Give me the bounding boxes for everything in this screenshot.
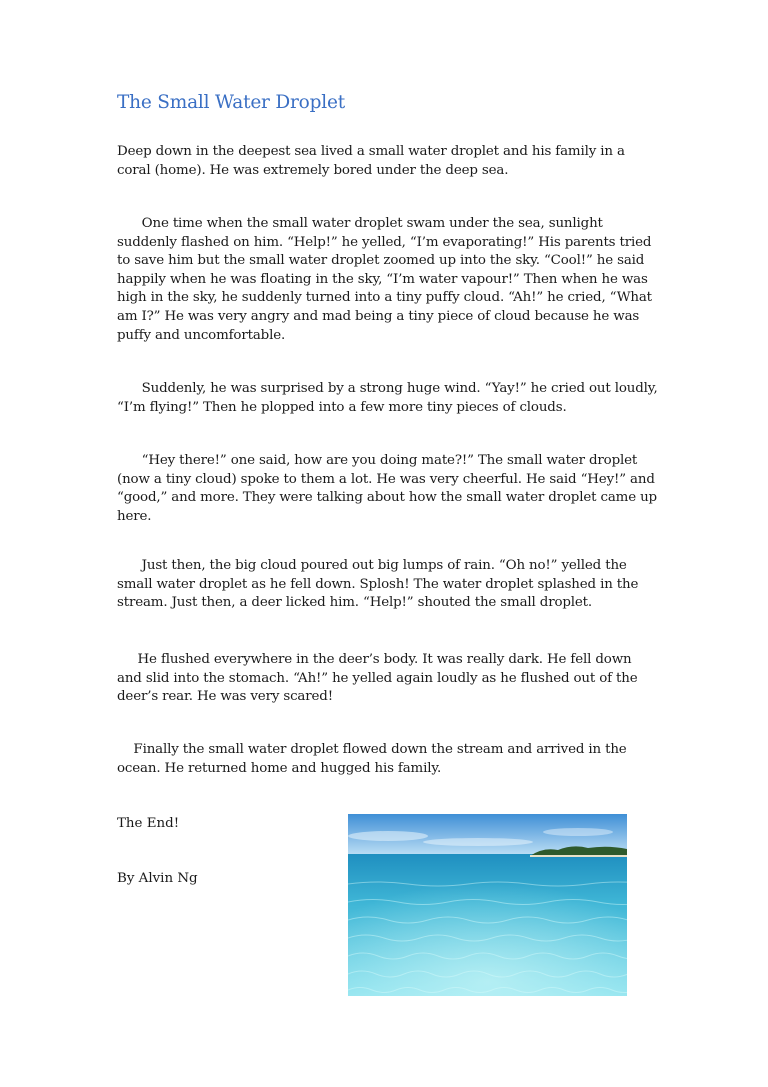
text-line: suddenly flashed on him. “Help!” he yelled, “I’m evaporating!” His parents tried [117,234,652,250]
cloud [543,828,613,836]
sea-glow [348,854,627,996]
text-line: small water droplet as he fell down. Splosh! The water droplet splashed in the [117,576,639,592]
text-line: deer’s rear. He was very scared! [117,689,333,705]
text-line: ocean. He returned home and hugged his family. [117,760,442,776]
paragraph-2 [117,215,677,345]
tropical-ocean-photo [348,814,627,996]
ocean-image [348,814,627,996]
text-line: to save him but the small water droplet zoomed up into the sky. “Cool!” he said [117,253,645,269]
cloud [348,831,428,841]
paragraph-6 [117,651,677,707]
text-line: “good,” and more. They were talking about how the small water droplet came up [117,490,657,506]
text-line: Just then, the big cloud poured out big lumps of rain. “Oh no!” yelled the [117,558,627,573]
paragraph-4 [117,452,677,526]
story-title: The Small Water Droplet [117,92,345,113]
paragraph-1 [117,143,677,180]
text-line: Suddenly, he was surprised by a strong huge wind. “Yay!” he cried out loudly, [117,381,658,396]
text-line: One time when the small water droplet swam under the sea, sunlight [117,216,603,231]
text-line: high in the sky, he suddenly turned into a tiny puffy cloud. “Ah!” he cried, “What [117,290,652,306]
paragraph-7 [117,741,677,778]
text-line: stream. Just then, a deer licked him. “Help!” shouted the small droplet. [117,595,593,611]
text-line: and slid into the stomach. “Ah!” he yelled again loudly as he flushed out of the [117,670,638,686]
author-byline: By Alvin Ng [117,871,198,886]
text-line: “I’m flying!” Then he plopped into a few more tiny pieces of clouds. [117,399,567,415]
text-line: Deep down in the deepest sea lived a small water droplet and his family in a [117,144,625,159]
text-line: (now a tiny cloud) spoke to them a lot. He was very cheerful. He said “Hey!” and [117,471,655,487]
text-line: Finally the small water droplet flowed down the stream and arrived in the [117,742,627,757]
text-line: coral (home). He was extremely bored under the deep sea. [117,162,509,178]
text-line: am I?” He was very angry and mad being a tiny piece of cloud because he was [117,308,640,324]
cloud [423,838,533,846]
text-line: “Hey there!” one said, how are you doing mate?!” The small water droplet [117,453,638,468]
the-end-text: The End! [117,816,180,831]
beach [530,855,627,857]
text-line: here. [117,508,152,524]
paragraph-5 [117,557,677,613]
paragraph-3 [117,380,677,417]
text-line: He flushed everywhere in the deer’s body. It was really dark. He fell down [117,652,632,667]
text-line: puffy and uncomfortable. [117,327,286,343]
text-line: happily when he was floating in the sky, “I’m water vapour!” Then when he was [117,271,648,287]
